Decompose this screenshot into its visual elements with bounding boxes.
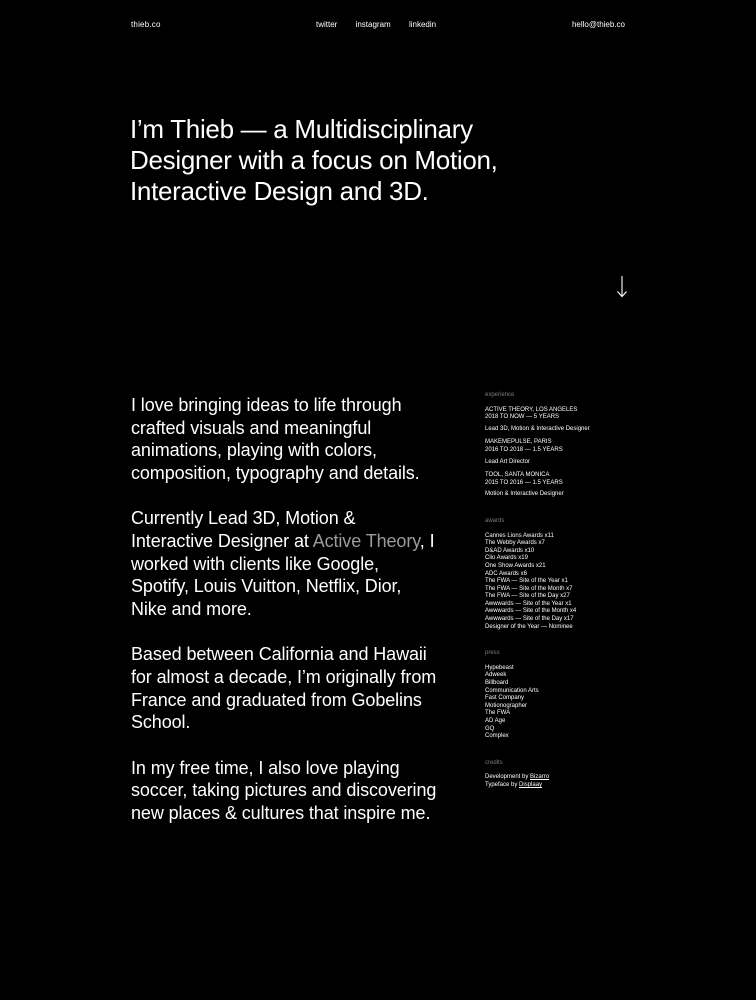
experience-entry	[485, 407, 645, 434]
press-item: The FWA	[485, 710, 511, 717]
experience-role: Motion & Interactive Designer	[485, 491, 564, 498]
experience-company: MAKEMEPULSE, PARIS	[485, 439, 552, 446]
award-item: Awwwards — Site of the Day x17	[485, 616, 574, 623]
nav-linkedin-link[interactable]: linkedin	[408, 20, 437, 29]
about-paragraph-2	[131, 507, 441, 620]
credits-label: credits	[485, 759, 503, 766]
about-p2-text-after: , I worked with clients like Google, Spotify, Louis Vuitton, Netflix, Dior, Nike and more.	[131, 530, 435, 619]
award-item: One Show Awards x21	[485, 562, 546, 569]
top-bar	[0, 0, 756, 52]
nav-twitter-link[interactable]: twitter	[316, 20, 338, 29]
press-item: Complex	[485, 733, 509, 740]
press-item: Fast Company	[485, 695, 525, 702]
about-paragraph-1: I love bringing ideas to life through crafted visuals and meaningful animations, playing with colors, composition, typography and details.	[131, 395, 420, 483]
experience-block	[485, 392, 645, 499]
arrow-down-icon[interactable]	[614, 274, 630, 300]
press-item: GQ	[485, 725, 495, 732]
experience-period: 2015 TO 2016 — 1.5 YEARS	[485, 479, 563, 486]
press-block	[485, 650, 645, 741]
credit-dev-prefix: Development by	[485, 774, 531, 781]
credit-typeface	[485, 782, 645, 790]
awards-block	[485, 518, 645, 631]
award-item: The FWA — Site of the Year x1	[485, 578, 568, 585]
press-item: AD Age	[485, 718, 506, 724]
credits-block	[485, 760, 645, 790]
credit-development	[485, 774, 645, 782]
hero-heading	[130, 114, 590, 207]
award-item: D&AD Awards x10	[485, 547, 535, 554]
social-nav	[316, 20, 452, 29]
press-item: Adweek	[485, 672, 507, 679]
experience-label: experience	[485, 392, 515, 398]
experience-company: ACTIVE THEORY, LOS ANGELES	[485, 406, 578, 413]
about-section	[131, 394, 441, 848]
award-item: The FWA — Site of the Month x7	[485, 585, 573, 592]
side-column	[485, 392, 645, 809]
about-paragraph-3: Based between California and Hawaii for almost a decade, I’m originally from France and graduated from Gobelins School.	[131, 644, 437, 733]
experience-entry	[485, 439, 645, 466]
experience-company: TOOL, SANTA MONICA	[485, 472, 550, 479]
press-item: Communication Arts	[485, 687, 539, 694]
awards-list	[485, 533, 645, 632]
press-item: Hypebeast	[485, 664, 514, 671]
press-item: Billboard	[485, 680, 509, 687]
hero-line-1: I’m Thieb — a Multidisciplinary	[130, 114, 473, 144]
awards-label: awards	[485, 517, 505, 524]
award-item: Awwwards — Site of the Year x1	[485, 600, 572, 607]
active-theory-link[interactable]: Active Theory	[312, 530, 420, 551]
displaay-link[interactable]: Displaay	[519, 781, 543, 788]
experience-role: Lead 3D, Motion & Interactive Designer	[485, 425, 590, 432]
email-link[interactable]: hello@thieb.co	[571, 20, 625, 29]
award-item: The Webby Awards x7	[485, 540, 545, 547]
experience-period: 2016 TO 2018 — 1.5 YEARS	[485, 446, 563, 453]
bizarro-link[interactable]: Bizarro	[530, 774, 550, 781]
hero-line-2: Designer with a focus on Motion,	[130, 145, 498, 175]
about-paragraph-4: In my free time, I also love playing soccer, taking pictures and discovering new places & cultures that inspire me.	[131, 757, 437, 823]
about-p2-text-before: Currently Lead 3D, Motion & Interactive Designer at	[131, 508, 356, 551]
experience-period: 2018 TO NOW — 5 YEARS	[485, 414, 560, 421]
site-logo-link[interactable]: thieb.co	[131, 20, 161, 29]
award-item: Cannes Lions Awards x11	[485, 532, 554, 539]
press-label: press	[485, 650, 500, 657]
press-item: Motionographer	[485, 702, 528, 709]
award-item: Clio Awards x19	[485, 555, 528, 562]
hero-line-3: Interactive Design and 3D.	[130, 176, 429, 206]
award-item: Awwwards — Site of the Month x4	[485, 608, 577, 615]
press-list	[485, 665, 645, 741]
nav-instagram-link[interactable]: instagram	[355, 20, 391, 29]
credit-type-prefix: Typeface by	[485, 781, 520, 788]
award-item: ADC Awards x6	[485, 570, 527, 577]
award-item: The FWA — Site of the Day x27	[485, 593, 570, 600]
experience-role: Lead Art Director	[485, 458, 531, 465]
experience-entry	[485, 472, 645, 499]
award-item: Designer of the Year — Nominee	[485, 623, 573, 630]
